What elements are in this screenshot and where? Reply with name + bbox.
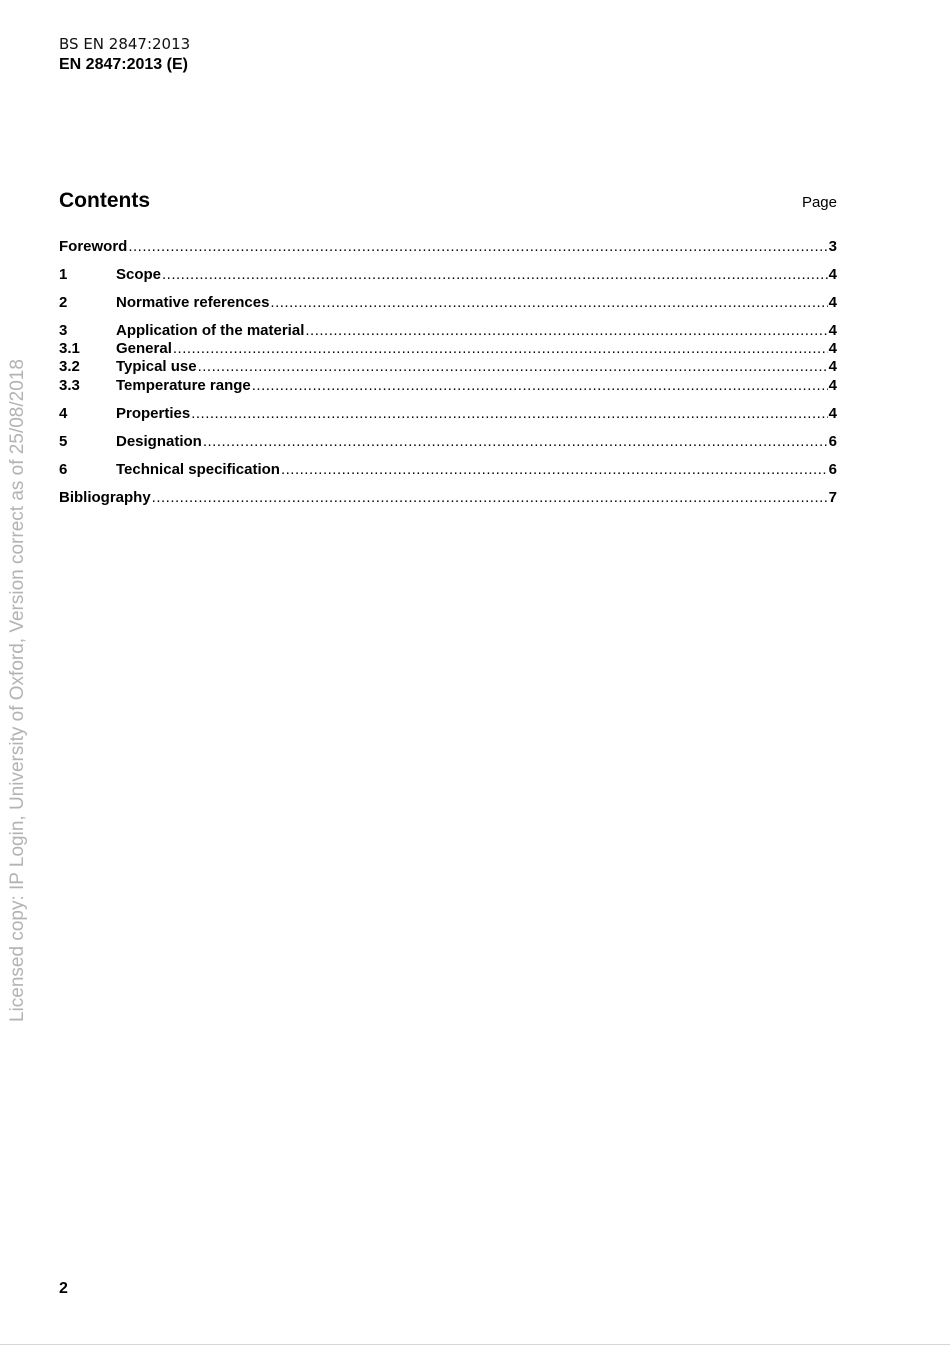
standard-reference-bs: BS EN 2847:2013 bbox=[59, 35, 191, 53]
toc-entry-number: 4 bbox=[59, 405, 68, 422]
toc-entry-title: Application of the material bbox=[116, 322, 305, 339]
toc-entry-page: 4 bbox=[828, 294, 837, 311]
toc-entry-title: Typical use bbox=[116, 358, 197, 375]
toc-entry-page: 4 bbox=[828, 322, 837, 339]
toc-entry-application-of-material[interactable] bbox=[59, 322, 837, 340]
toc-entry-page: 4 bbox=[828, 266, 837, 283]
toc-entry-title: Temperature range bbox=[116, 377, 251, 394]
toc-entry-number: 1 bbox=[59, 266, 68, 283]
toc-leader-dots bbox=[128, 238, 827, 256]
toc-leader-dots bbox=[281, 461, 828, 479]
toc-entry-scope[interactable] bbox=[59, 266, 837, 284]
toc-entry-page: 6 bbox=[828, 461, 837, 478]
toc-entry-page: 4 bbox=[828, 340, 837, 357]
toc-leader-dots bbox=[152, 489, 828, 507]
toc-entry-designation[interactable] bbox=[59, 433, 837, 451]
toc-entry-title: Foreword bbox=[59, 238, 128, 255]
page-number: 2 bbox=[59, 1280, 68, 1297]
toc-leader-dots bbox=[191, 405, 827, 423]
toc-leader-dots bbox=[203, 433, 828, 451]
toc-entry-title: Normative references bbox=[116, 294, 270, 311]
toc-entry-typical-use[interactable] bbox=[59, 358, 837, 376]
toc-leader-dots bbox=[305, 322, 827, 340]
toc-leader-dots bbox=[162, 266, 828, 284]
toc-entry-title: Properties bbox=[116, 405, 191, 422]
toc-entry-title: General bbox=[116, 340, 172, 357]
toc-entry-number: 3.1 bbox=[59, 340, 80, 357]
toc-leader-dots bbox=[173, 340, 828, 358]
toc-entry-temperature-range[interactable] bbox=[59, 377, 837, 395]
toc-entry-page: 4 bbox=[828, 405, 837, 422]
toc-entry-number: 6 bbox=[59, 461, 68, 478]
toc-leader-dots bbox=[270, 294, 827, 312]
toc-entry-number: 2 bbox=[59, 294, 68, 311]
toc-entry-page: 6 bbox=[828, 433, 837, 450]
toc-entry-title: Technical specification bbox=[116, 461, 280, 478]
standard-reference-en: EN 2847:2013 (E) bbox=[59, 56, 188, 73]
toc-entry-properties[interactable] bbox=[59, 405, 837, 423]
toc-entry-number: 5 bbox=[59, 433, 68, 450]
toc-entry-title: Scope bbox=[116, 266, 162, 283]
toc-entry-number: 3.2 bbox=[59, 358, 80, 375]
toc-leader-dots bbox=[198, 358, 828, 376]
toc-entry-page: 3 bbox=[828, 238, 837, 255]
contents-heading: Contents bbox=[59, 189, 150, 212]
toc-entry-bibliography[interactable] bbox=[59, 489, 837, 507]
toc-entry-title: Designation bbox=[116, 433, 202, 450]
page-column-label: Page bbox=[801, 194, 837, 211]
toc-entry-general[interactable] bbox=[59, 340, 837, 358]
license-watermark: Licensed copy: IP Login, University of Oxford, Version correct as of 25/08/2018 bbox=[7, 359, 28, 1022]
toc-entry-technical-specification[interactable] bbox=[59, 461, 837, 479]
toc-entry-title: Bibliography bbox=[59, 489, 151, 506]
toc-entry-foreword[interactable] bbox=[59, 238, 837, 256]
toc-entry-number: 3 bbox=[59, 322, 68, 339]
toc-entry-page: 4 bbox=[828, 358, 837, 375]
toc-leader-dots bbox=[252, 377, 828, 395]
toc-entry-page: 4 bbox=[828, 377, 837, 394]
toc-entry-number: 3.3 bbox=[59, 377, 80, 394]
toc-entry-page: 7 bbox=[828, 489, 837, 506]
toc-entry-normative-references[interactable] bbox=[59, 294, 837, 312]
